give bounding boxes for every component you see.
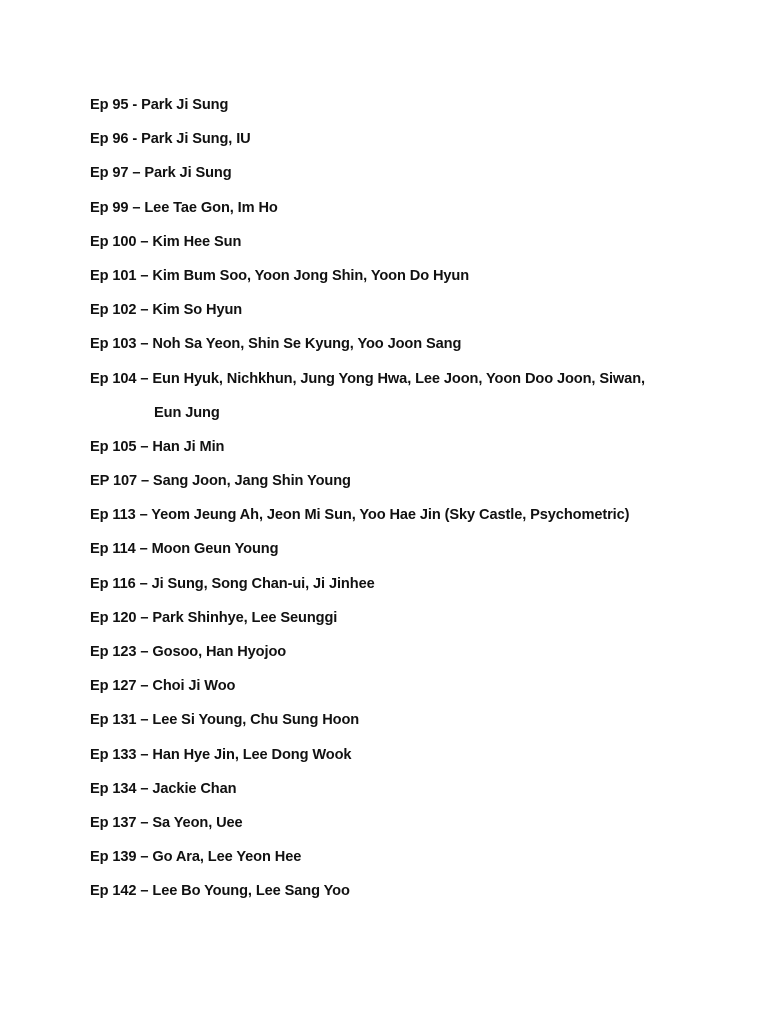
list-item: Ep 116 – Ji Sung, Song Chan-ui, Ji Jinhee: [90, 575, 375, 592]
list-item: Ep 123 – Gosoo, Han Hyojoo: [90, 644, 287, 660]
list-item: Ep 100 – Kim Hee Sun: [90, 233, 242, 250]
list-item: Ep 120 – Park Shinhye, Lee Seunggi: [90, 609, 338, 626]
list-item: Ep 99 – Lee Tae Gon, Im Ho: [90, 199, 278, 216]
list-item: Ep 134 – Jackie Chan: [90, 780, 237, 797]
list-item: Ep 105 – Han Ji Min: [90, 438, 225, 455]
episode-guest-list: [90, 94, 730, 915]
list-item: Ep 133 – Han Hye Jin, Lee Dong Wook: [90, 746, 352, 763]
list-item: Ep 131 – Lee Si Young, Chu Sung Hoon: [90, 712, 360, 729]
list-item: Ep 113 – Yeom Jeung Ah, Jeon Mi Sun, Yoo Hae Jin (Sky Castle, Psychometric): [90, 507, 630, 524]
list-item: Ep 95 - Park Ji Sung: [90, 97, 229, 113]
list-item: Ep 127 – Choi Ji Woo: [90, 678, 236, 695]
list-item: Ep 102 – Kim So Hyun: [90, 302, 243, 319]
list-item: Ep 104 – Eun Hyuk, Nichkhun, Jung Yong Hwa, Lee Joon, Yoon Doo Joon, Siwan,: [90, 370, 645, 387]
list-item: Ep 114 – Moon Geun Young: [90, 541, 279, 558]
list-item: Ep 103 – Noh Sa Yeon, Shin Se Kyung, Yoo Joon Sang: [90, 336, 462, 353]
list-item: Ep 96 - Park Ji Sung, IU: [90, 131, 251, 148]
list-item: Ep 137 – Sa Yeon, Uee: [90, 814, 243, 831]
list-item: EP 107 – Sang Joon, Jang Shin Young: [90, 473, 351, 490]
list-item: Ep 142 – Lee Bo Young, Lee Sang Yoo: [90, 883, 350, 900]
list-item: Ep 97 – Park Ji Sung: [90, 165, 232, 182]
list-item-continuation: Eun Jung: [154, 404, 220, 421]
list-item: Ep 101 – Kim Bum Soo, Yoon Jong Shin, Yoon Do Hyun: [90, 267, 470, 284]
list-item: Ep 139 – Go Ara, Lee Yeon Hee: [90, 849, 302, 866]
